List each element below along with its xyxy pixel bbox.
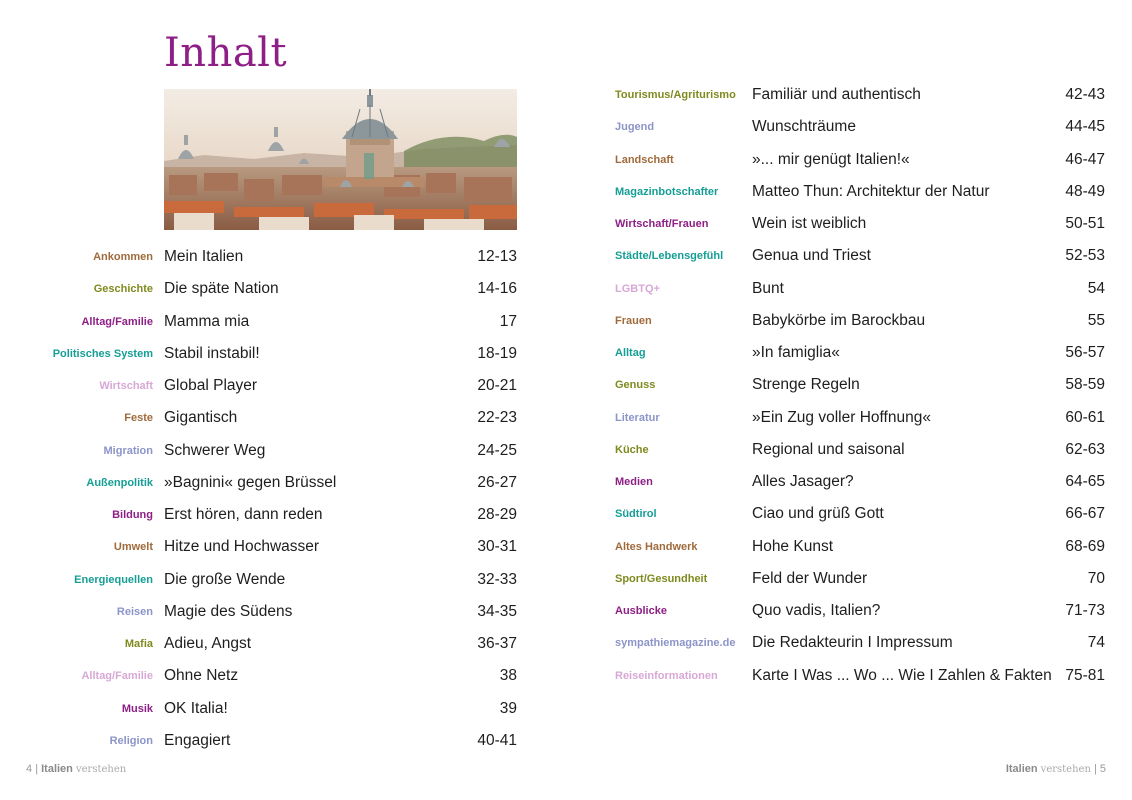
toc-category: Jugend [615,121,655,134]
toc-category: Außenpolitik [86,476,153,489]
toc-category: Tourismus/Agriturismo [615,89,736,101]
toc-category: Sport/Gesundheit [615,572,708,585]
footer-magazine-name: Italien [1005,763,1038,775]
footer-right [1006,763,1106,775]
toc-title: Die späte Nation [164,280,279,298]
toc-page-number: 70 [1087,569,1105,587]
toc-title: Adieu, Angst [164,635,252,652]
toc-entry [0,633,1105,653]
toc-title: Wunschträume [752,118,856,136]
toc-category: Frauen [615,314,652,327]
toc-page-number: 39 [499,699,517,717]
toc-category: Landschaft [615,153,674,166]
toc-title: Karte I Was ... Wo ... Wie I Zahlen & Fakten [752,666,1052,684]
toc-page-number: 24-25 [477,441,517,459]
toc-page-number: 55 [1087,311,1105,329]
toc-title: Quo vadis, Italien? [752,602,881,619]
toc-title: »... mir genügt Italien!« [752,150,910,168]
page-title: Inhalt [164,30,288,76]
toc-page-number: 71-73 [1065,602,1105,619]
toc-category: Medien [615,476,653,488]
toc-title: Bunt [752,279,784,297]
toc-title: Wein ist weiblich [752,215,867,232]
footer-subtitle: verstehen [75,764,127,775]
toc-category: Alltag [615,347,646,359]
toc-category: Feste [124,412,153,425]
toc-page-number: 36-37 [477,635,517,652]
toc-title: »Bagnini« gegen Brüssel [164,473,337,491]
toc-title: Schwerer Weg [164,441,266,459]
toc-title: Engagiert [164,731,231,749]
footer-separator: | [1093,763,1097,775]
toc-category: Alltag/Familie [81,670,153,683]
toc-entry [0,440,1105,460]
toc-page-number: 74 [1087,634,1105,652]
footer-magazine-name: Italien [41,763,73,775]
toc-category: Altes Handwerk [615,540,698,553]
toc-entry [0,601,1105,621]
toc-title: Matteo Thun: Architektur der Natur [752,182,990,200]
toc-entry [0,150,1105,170]
toc-category: Umwelt [113,541,153,554]
toc-page-number: 68-69 [1065,537,1105,555]
toc-page-number: 42-43 [1065,86,1105,103]
toc-category: Energiequellen [74,573,153,586]
toc-category: Alltag/Familie [81,315,153,328]
toc-entry [0,408,1105,428]
toc-title: Familiär und authentisch [752,86,921,103]
toc-category: Geschichte [93,283,153,296]
toc-entry [0,569,1105,589]
toc-entry [0,85,1105,105]
toc-entry [0,537,1105,557]
toc-page-number: 62-63 [1065,440,1105,458]
toc-category: Migration [103,444,153,457]
toc-page-number: 32-33 [477,570,517,588]
toc-entry [0,375,1105,395]
toc-page-number: 40-41 [477,731,517,749]
toc-title: »In famiglia« [752,344,840,361]
toc-page-number: 14-16 [477,280,517,298]
toc-category: Religion [109,734,153,747]
toc-category: Bildung [112,509,153,521]
toc-category: Politisches System [52,347,153,360]
toc-page-number: 66-67 [1065,505,1105,523]
toc-page-number: 56-57 [1065,344,1105,361]
toc-title: Stabil instabil! [164,344,260,362]
toc-title: Die Redakteurin I Impressum [752,634,953,652]
toc-category: Südtirol [615,508,657,521]
toc-entry [0,699,517,719]
toc-title: Hohe Kunst [752,537,833,555]
toc-category: Küche [615,443,649,456]
toc-category: Genuss [615,379,656,392]
toc-page-number: 46-47 [1065,150,1105,168]
toc-category: sympathiemagazine.de [615,637,736,650]
toc-category: Reiseinformationen [615,669,718,682]
toc-title: Hitze und Hochwasser [164,538,320,556]
toc-category: Städte/Lebensgefühl [615,250,724,263]
toc-category: Wirtschaft [99,380,153,392]
toc-category: Musik [121,702,153,715]
toc-entry [0,214,1105,234]
toc-category: Reisen [116,605,153,618]
toc-page-number: 50-51 [1065,215,1105,232]
toc-entry [0,279,1105,299]
toc-category: Wirtschaft/Frauen [615,218,709,230]
toc-page-number: 22-23 [477,409,517,427]
footer-separator: | [35,763,39,775]
toc-entry [0,117,1105,137]
toc-title: Erst hören, dann reden [164,506,323,523]
toc-page-number: 18-19 [477,344,517,362]
toc-title: Gigantisch [164,409,238,427]
toc-entry [0,472,1105,492]
toc-title: Regional und saisonal [752,440,905,458]
footer-subtitle: verstehen [1040,764,1091,775]
toc-page-number: 30-31 [477,538,517,556]
toc-page-number: 12-13 [477,248,517,265]
toc-page-number: 52-53 [1065,247,1105,265]
toc-category: Magazinbotschafter [615,185,719,198]
toc-title: Mein Italien [164,248,244,265]
toc-category: Ankommen [93,251,153,263]
toc-title: Mamma mia [164,312,250,330]
toc-title: OK Italia! [164,699,228,717]
toc-page-number: 64-65 [1065,473,1105,490]
toc-page-number: 17 [499,312,517,330]
toc-page-number: 44-45 [1065,118,1105,136]
toc-page-number: 48-49 [1065,182,1105,200]
toc-title: Die große Wende [164,570,286,588]
toc-category: Literatur [615,411,660,424]
toc-entry [0,343,1105,363]
toc-page-number: 54 [1087,279,1105,297]
toc-entry [0,246,1105,266]
footer-left [26,763,126,775]
toc-title: »Ein Zug voller Hoffnung« [752,408,931,426]
right-page-number: 5 [1099,763,1106,775]
toc-entry [0,182,1105,202]
toc-page-number: 26-27 [477,473,517,491]
toc-entry [0,311,1105,331]
toc-page-number: 58-59 [1065,376,1105,394]
toc-page-number: 20-21 [477,377,517,394]
toc-title: Feld der Wunder [752,569,868,587]
toc-category: Ausblicke [615,605,667,617]
toc-title: Alles Jasager? [752,473,854,490]
toc-entry [0,666,1105,686]
toc-entry [0,731,517,751]
toc-title: Babykörbe im Barockbau [752,311,926,329]
toc-title: Ciao und grüß Gott [752,505,884,523]
toc-page-number: 75-81 [1065,666,1105,684]
left-page-number: 4 [26,763,33,775]
toc-entry [0,504,1105,524]
toc-category: Mafia [124,638,153,650]
toc-title: Global Player [164,377,258,394]
toc-title: Genua und Triest [752,247,871,265]
toc-category: LGBTQ+ [615,282,660,295]
toc-page-number: 38 [499,667,517,685]
toc-page-number: 28-29 [477,506,517,523]
toc-title: Magie des Südens [164,602,293,620]
toc-title: Ohne Netz [164,667,239,685]
toc-page-number: 60-61 [1065,408,1105,426]
toc-page-number: 34-35 [477,602,517,620]
toc-title: Strenge Regeln [752,376,860,394]
